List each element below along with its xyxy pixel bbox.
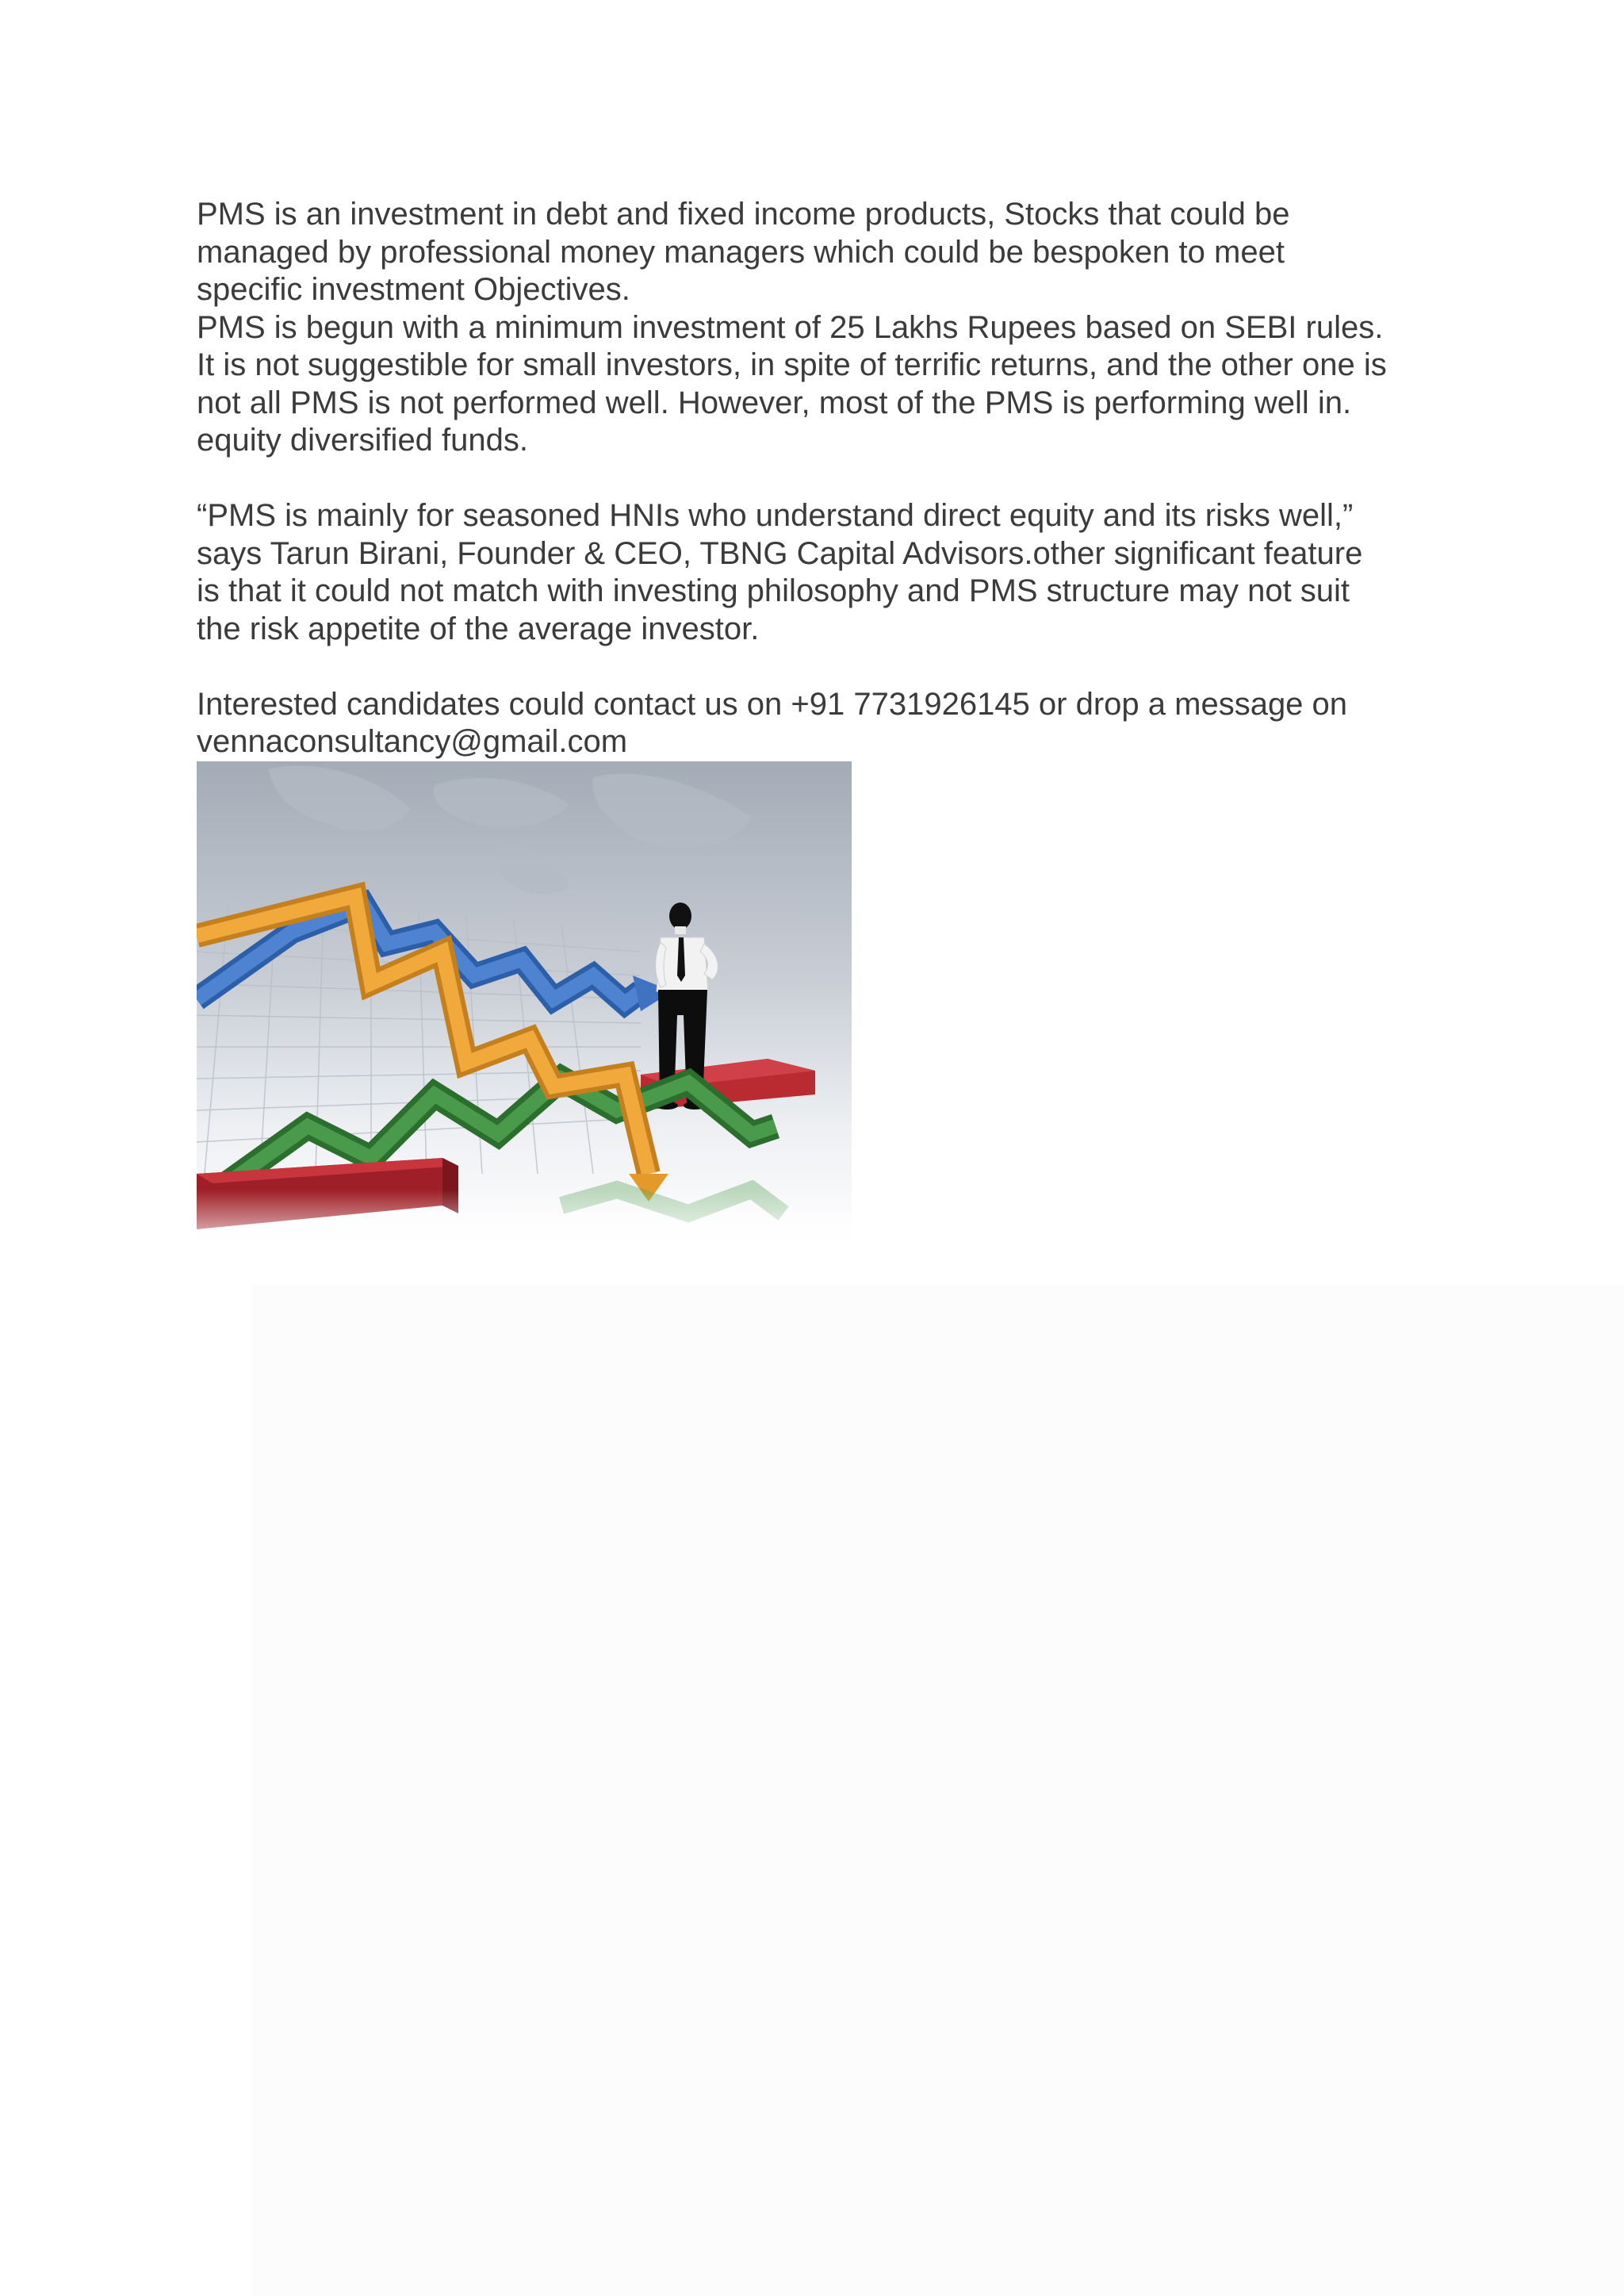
paragraph-line: the risk appetite of the average investor.	[197, 611, 760, 646]
paragraph-line: equity diversified funds.	[197, 423, 529, 458]
bottom-fade	[197, 1190, 852, 1253]
paragraph-line: PMS is an investment in debt and fixed income products, Stocks that could be	[197, 197, 1290, 232]
document-body	[197, 196, 1434, 761]
contact-line: Interested candidates could contact us on +91 7731926145 or drop a message on	[197, 686, 1348, 722]
paragraph-line: PMS is begun with a minimum investment of 25 Lakhs Rupees based on SEBI rules.	[197, 309, 1384, 345]
contact-email: vennaconsultancy@gmail.com	[197, 724, 628, 759]
paragraph-line: says Tarun Birani, Founder & CEO, TBNG Capital Advisors.other significant feature	[197, 535, 1363, 571]
paragraph-line: managed by professional money managers which could be bespoken to meet	[197, 234, 1285, 270]
paragraph-line: is that it could not match with investing philosophy and PMS structure may not suit	[197, 573, 1350, 608]
paragraph-line: specific investment Objectives.	[197, 272, 630, 307]
paragraph-line: not all PMS is not performed well. However, most of the PMS is performing well in.	[197, 385, 1352, 420]
stock-chart-illustration	[197, 761, 852, 1253]
page-background-shade	[252, 1285, 1624, 2296]
illustration-svg	[197, 761, 852, 1253]
paragraph-line: It is not suggestible for small investors, in spite of terrific returns, and the other one is	[197, 347, 1387, 382]
quote-line: “PMS is mainly for seasoned HNIs who understand direct equity and its risks well,”	[197, 498, 1354, 533]
